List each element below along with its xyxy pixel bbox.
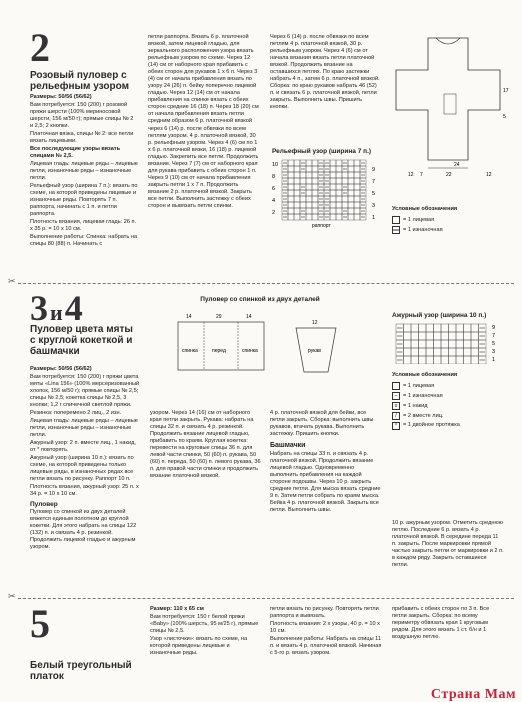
chart-cell — [354, 214, 360, 220]
booties-text: Набрать на спицы 33 п. и связать 4 р. платочной вязкой. Продолжить вязание лицевой гладью. Одновременно выполнить прибавления на каждой стороне подошвы. Через 10 р. закрыть средние петли. Для мыска вязать средние 9 п. Затем петли собрать по краям мыска. Бейка 4 р. платочной вязкой. Закрыть все петли. Выполнить швы. — [270, 451, 383, 513]
chart-cell — [348, 202, 354, 208]
row-label: 3 — [372, 203, 376, 209]
section-separator — [8, 276, 514, 286]
pullover-diagram-block — [150, 296, 370, 391]
chart-cell — [306, 184, 312, 190]
chart-cell — [288, 214, 294, 220]
chart-cell — [354, 190, 360, 196]
gauge: Плотность вязания: 2 х узоры, 40 р. = 10 х 10 см. — [270, 621, 382, 634]
chart-cell — [306, 190, 312, 196]
chart-cell — [294, 172, 300, 178]
legend-item — [392, 226, 512, 234]
legend-item — [392, 216, 512, 224]
chart-cell — [348, 166, 354, 172]
stockinette: Лицевая гладь: лицевые ряды – лицевые петли, изнаночные ряды – изнаночные петли. — [30, 161, 140, 181]
chart-cell — [336, 160, 342, 166]
section-34-title: Пуловер цвета мяты с круглой кокеткой и башмачки — [30, 324, 133, 357]
gauge: Плотность вязания, лицевая гладь: 26 п. х 35 р. = 10 х 10 см. — [30, 219, 138, 232]
chart-cell — [288, 184, 294, 190]
chart-cell — [464, 324, 472, 332]
chart-cell — [330, 202, 336, 208]
pullover-schematic — [388, 30, 513, 180]
scissors-icon: ✂ — [8, 591, 16, 601]
section-34-mid-column-1 — [150, 410, 262, 481]
assembly-text: прибавить с обеих сторон по 3 п. Все петли закрыть. Сборка: по всему периметру обвязать края 1 круговым рядом. Для этого вязать 1 ст. б/н и 1 воздушную петлю. — [392, 606, 491, 640]
chart-cell — [300, 202, 306, 208]
chart-cell — [342, 202, 348, 208]
chart-cell — [464, 340, 472, 348]
diagram-label: 12 — [312, 320, 318, 326]
row-label: 1 — [492, 357, 496, 363]
section-5-col-2 — [270, 606, 382, 658]
chart-cell — [300, 172, 306, 178]
chart-cell — [419, 340, 427, 348]
chart-cell — [419, 348, 427, 356]
pullover-diagram — [150, 306, 370, 388]
schematic-label: 12 — [408, 172, 414, 178]
row-label: 5 — [492, 341, 496, 347]
chart-cell — [294, 160, 300, 166]
chart-cell — [330, 214, 336, 220]
legend-label: = 1 изнаночная — [403, 226, 443, 233]
row-label: 2 — [272, 210, 276, 216]
legend-section-2 — [392, 206, 512, 234]
chart-cell — [354, 160, 360, 166]
row-label: 9 — [372, 167, 376, 173]
chart-cell — [306, 160, 312, 166]
row-label: 4 — [272, 198, 276, 204]
legend-label: = 1 изнаночная — [403, 392, 443, 399]
chart-cell — [464, 332, 472, 340]
chart-cell — [312, 160, 318, 166]
chart-cell — [426, 340, 434, 348]
chart-cell — [294, 214, 300, 220]
repeat-label: раппорт — [312, 223, 331, 228]
stockinette: Лицевая гладь: лицевые ряды – лицевые петли, изнаночные ряды – изнаночные петли. — [30, 418, 140, 438]
chart-cell — [449, 340, 457, 348]
chart-cell — [404, 356, 412, 364]
chart-cell — [411, 348, 419, 356]
sizes: Размеры: 50/56 (56/62) — [30, 366, 92, 372]
chart-cell — [330, 196, 336, 202]
chart-cell — [342, 172, 348, 178]
chart-cell — [348, 172, 354, 178]
work-start: Выполнение работы: Спинка: набрать на спицы 80 (88) п. Начинать с — [30, 234, 139, 247]
diagram-label: рукав — [308, 348, 321, 354]
lace-chart — [392, 322, 502, 364]
legend-label: = 1 двойное протяжка — [403, 422, 460, 428]
diagram-label: 14 — [246, 314, 252, 320]
chart-cell — [330, 160, 336, 166]
chart-cell — [336, 172, 342, 178]
chart-cell — [464, 348, 472, 356]
schematic-label: 12 — [486, 172, 492, 178]
instructions-text: Через 6 (14) р. после обвязки по всем петлям 4 р. платочной вязкой, 30 р. рельефным узором. Через 4 (6) см от начала вязания вязать петли платочной вязкой. Продолжить вязание на оставшихся петлях. По краю застежки набрать 4 п., затем 6 р. платочной вязкой. Сборка: по краю рукавов набрать 46 (52) п. и связать 6 р. платочной вязкой, петли закрыть. Выполнить швы. Пришить кнопки. — [270, 34, 382, 110]
chart-cell — [348, 214, 354, 220]
watermark-logo: Страна Мам — [430, 687, 516, 702]
lace-pattern: Ажурный узор (ширина 10 п.): вязать по схеме, на которой приведены только лицевые ряды, в изнаночных рядах все петли вязать по рисунку. Раппорт 10 п. — [30, 455, 136, 482]
chart-cell — [434, 332, 442, 340]
chart-cell — [411, 340, 419, 348]
chart-cell — [288, 208, 294, 214]
instructions-text: петли раппорта. Вязать 6 р. платочной вязкой, затем лицевой гладью, для зеркального расположения узора вязать рельефным узором по схеме. Через 12 (14) см от наборного края прибавить с обеих сторон для рукавов 1 х 6 п. Через 3 (4) см от начала прибавления вязать по узору 24 (26) п. бейку поперечно лицевой гладью. Через 12 (14) см от начала прибавления на спинке вязать с обеих сторон средние 16 (18) п. Через 18 (20) см от начала прибавления вязать петли средним образом 6 р. платочной вязкой — [148, 34, 261, 124]
section-34-right-column — [392, 520, 504, 570]
chart-cell — [441, 348, 449, 356]
chart-cell — [419, 356, 427, 364]
chart-cell — [419, 332, 427, 340]
purl-symbol-icon — [392, 226, 400, 234]
chart-cell — [306, 166, 312, 172]
diagram-title: Пуловер со спинкой из двух деталей — [200, 296, 320, 303]
chart-cell — [306, 178, 312, 184]
chart-cell — [294, 196, 300, 202]
chart-cell — [312, 178, 318, 184]
chart-cell — [342, 178, 348, 184]
chart-cell — [348, 190, 354, 196]
row-label: 1 — [372, 215, 376, 221]
chart-cell — [411, 332, 419, 340]
section-separator — [8, 591, 514, 601]
schematic-label: 7 — [420, 172, 423, 178]
section-2-title: Розовый пуловер с рельефным узором — [30, 70, 129, 92]
chart-cell — [456, 340, 464, 348]
row-label: 7 — [372, 179, 376, 185]
chart-cell — [471, 348, 479, 356]
chart-title: Рельефный узор (ширина 7 п.) — [272, 148, 372, 155]
chart-cell — [348, 178, 354, 184]
chart-cell — [312, 190, 318, 196]
chart-cell — [312, 166, 318, 172]
chart-cell — [336, 214, 342, 220]
booties-heading: Башмачки — [270, 442, 306, 449]
chart-cell — [354, 184, 360, 190]
chart-cell — [354, 172, 360, 178]
chart-cell — [464, 356, 472, 364]
chart-cell — [441, 324, 449, 332]
chart-cell — [342, 196, 348, 202]
chart-cell — [294, 166, 300, 172]
chart-cell — [294, 178, 300, 184]
chart-cell — [348, 184, 354, 190]
chart-cell — [456, 332, 464, 340]
purl-symbol-icon: – — [392, 392, 400, 400]
chart-cell — [288, 196, 294, 202]
diagram-label: перед — [212, 348, 226, 354]
schematic-label: 22 — [446, 172, 452, 178]
chart-cell — [336, 166, 342, 172]
chart-cell — [419, 324, 427, 332]
legend-title: Условные обозначения — [392, 206, 458, 212]
knit-symbol-icon — [392, 382, 400, 390]
chart-cell — [306, 214, 312, 220]
chart-cell — [434, 340, 442, 348]
legend-label: = 1 накид — [403, 402, 428, 409]
lace: Ажурный узор: 2 п. вместе лиц., 1 накид, от * повторять. — [30, 440, 138, 453]
chart-cell — [312, 202, 318, 208]
chart-cell — [294, 208, 300, 214]
chart-cell — [471, 340, 479, 348]
instructions-text: узором. Через 14 (16) см от наборного края петли закрыть. Рукава: набрать на спицы 32 п. и связать 4 р. резинкой. Продолжить вязание лицевой гладью, прибавить по краям. Круглая кокетка: перевести на круговые спицы 36 п. для левой части спинки, 50 (60) п. рукава, 50 (60) п. переда, 50 (60) п. левого рукава, 36 п. для правой части спинки и продолжить вязание платочной вязкой. — [150, 410, 263, 479]
chart-cell — [456, 356, 464, 364]
chart-cell — [288, 202, 294, 208]
legend-item — [392, 382, 514, 390]
chart-cell — [354, 202, 360, 208]
section-2-mid-column-2 — [270, 34, 382, 112]
legend-label: = 1 лицевая — [403, 216, 435, 223]
instructions-text: 10 р. ажурным узором. Отметить среднюю петлю. Последние 6 р. вязать 4 р. платочной вязкой. В середине переда 11 п. закрыть. После маркировки прямой частью закрыть петли от маркировки и 2 п. в каждом ряду. Закрыть оставшиеся петли. — [392, 520, 506, 568]
chart-cell — [348, 208, 354, 214]
chart-cell — [294, 184, 300, 190]
section-34-left-column — [30, 366, 142, 552]
legend-title: Условные обозначения — [392, 372, 458, 378]
chart-cell — [404, 340, 412, 348]
chart-cell — [288, 172, 294, 178]
chart-cell — [456, 348, 464, 356]
chart-cell — [426, 332, 434, 340]
materials: Вам потребуется: 150 г белой пряжи «Baby» (100% шерсть, 95 м/25 г), прямые спицы № 2,5. — [150, 614, 260, 634]
chart-cell — [426, 356, 434, 364]
chart-cell — [434, 356, 442, 364]
legend-label: = 1 лицевая — [403, 382, 435, 389]
chart-cell — [306, 202, 312, 208]
knit-symbol-icon — [392, 216, 400, 224]
chart-cell — [312, 172, 318, 178]
chart-cell — [288, 160, 294, 166]
chart-cell — [449, 348, 457, 356]
chart-cell — [426, 324, 434, 332]
row-label: 10 — [272, 162, 279, 168]
chart-cell — [441, 356, 449, 364]
chart-cell — [404, 332, 412, 340]
chart-cell — [456, 324, 464, 332]
chart-cell — [426, 348, 434, 356]
instructions-text: через 6 (14) р. после обвязки по всем петлям узором. 4 р. платочной вязкой, 30 р. рельефным узором. Через 4 (6) см по 1 х 6 р. платочной вязки, 16 (18) р. лицевой гладью. Закрепить все петли. Продолжить вязание. Через 7 (7) см от наборного края для рукава прибавить с обеих сторон 1 п. Через 9 (10) см от начала прибавления закрыть петли 1 х 7 п. Продолжить вязание 2 р. платочной вязкой. Закрыть все петли. Выполнить застежку с обеих сторон и вывязать петли спинки. — [148, 126, 260, 209]
legend-item — [392, 402, 514, 410]
chart-cell — [312, 196, 318, 202]
sizes: Размеры: 50/56 (56/62) — [30, 94, 92, 100]
rib: Резинка: поперемено 2 лиц., 2 изн. — [30, 410, 122, 416]
section-2-left-column — [30, 94, 138, 249]
row-label: 3 — [492, 349, 496, 355]
k2tog-icon: / — [392, 412, 400, 420]
chart-cell — [449, 324, 457, 332]
schematic-label: 17 — [503, 88, 509, 94]
chart-cell — [330, 190, 336, 196]
chart-cell — [354, 208, 360, 214]
chart-cell — [336, 178, 342, 184]
chart-cell — [348, 160, 354, 166]
section-2-number: 2 — [30, 25, 50, 70]
chart-cell — [354, 178, 360, 184]
section-2-mid-column-1 — [148, 34, 260, 211]
chart-cell — [288, 190, 294, 196]
chart-cell — [404, 324, 412, 332]
diagram-label: спинка — [182, 348, 198, 354]
chart-cell — [294, 202, 300, 208]
chart-cell — [300, 178, 306, 184]
row-label: 8 — [272, 174, 276, 180]
chart-cell — [471, 356, 479, 364]
diagram-label: 29 — [216, 314, 222, 320]
chart-cell — [404, 348, 412, 356]
chart-cell — [330, 184, 336, 190]
chart-cell — [306, 172, 312, 178]
chart-cell — [300, 196, 306, 202]
number-3: 3 — [30, 288, 48, 328]
chart-cell — [434, 324, 442, 332]
chart-cell — [336, 208, 342, 214]
legend-item — [392, 422, 514, 430]
chart-cell — [434, 348, 442, 356]
chart-cell — [330, 166, 336, 172]
pattern-text: петли вязать по рисунку. Повторять петли раппорта и вывязать. — [270, 606, 381, 619]
section-34-mid-column-2 — [270, 410, 382, 515]
chart-cell — [411, 356, 419, 364]
materials: Вам потребуется: 150 (200) г пряжи цвета мяты «Lina 156» (100% мерсеризованный хлопок, 156 м/50 г); прямые спицы № 2,5; спицы № 2,5; кокетка спицы № 2,5, 3 кнопки; 1,2 г спичечной светлой пряжи. — [30, 374, 141, 408]
chart-cell — [330, 208, 336, 214]
lace-chart-block — [392, 312, 512, 367]
needles-note: Все последующие узоры вязать спицами № 2,5. — [30, 146, 122, 159]
scissors-icon: ✂ — [8, 276, 16, 286]
chart-cell — [449, 332, 457, 340]
double-decrease-icon: ^ — [392, 422, 400, 430]
chart-cell — [471, 332, 479, 340]
legend-item — [392, 412, 514, 420]
chart-cell — [336, 184, 342, 190]
chart-cell — [306, 208, 312, 214]
pullover-text: Пуловер со спинкой из двух деталей вяжется единым полотном до круглой кокетки. Для этого набрать на спицы 122 (132) п. и связать 4 р. резинкой. Продолжить лицевой гладью и ажурным узором. — [30, 509, 138, 550]
chart-cell — [312, 208, 318, 214]
section-5-col-1 — [150, 606, 262, 658]
number-4: 4 — [64, 288, 83, 328]
chart-cell — [306, 196, 312, 202]
materials: Вам потребуется: 150 (200) г розовой пряжи шерсти (100% мериносовой шерсти, 156 м/50 г); прямые спицы № 2 и 2,5; 2 кнопки. — [30, 102, 135, 129]
chart-cell — [354, 166, 360, 172]
chart-cell — [354, 196, 360, 202]
chart-cell — [441, 332, 449, 340]
chart-cell — [294, 190, 300, 196]
chart-cell — [330, 172, 336, 178]
row-label: 6 — [272, 186, 276, 192]
size: Размер: 110 х 65 см — [150, 606, 204, 612]
legend-section-34 — [392, 372, 514, 430]
chart-cell — [336, 196, 342, 202]
schematic-label: 5 — [503, 114, 506, 120]
row-label: 9 — [492, 325, 496, 331]
section-5-number: 5 — [30, 601, 50, 646]
work-text: Выполнение работы: Набрать на спицы 11 п. и вязать 4 р. платочной вязкой. Начиная с 5-го р. вязать узором. — [270, 636, 383, 656]
instructions-text: 4 р. платочной вязкой для бейки, все петли закрыть. Сборка: выполнить швы рукавов, втачать рукава. Выполнить застежку. Пришить кнопки. — [270, 410, 375, 437]
diagram-label: 14 — [186, 314, 192, 320]
chart-cell — [471, 324, 479, 332]
chart-cell — [348, 196, 354, 202]
chart-cell — [336, 202, 342, 208]
gauge: Плотность вязания, ажурный узор: 25 п. х 34 р. = 10 х 10 см. — [30, 484, 141, 497]
chart-cell — [288, 166, 294, 172]
chart-cell — [312, 214, 318, 220]
diagram-label: спинка — [242, 348, 258, 354]
chart-cell — [330, 178, 336, 184]
number-and: и — [50, 300, 63, 325]
chart-cell — [336, 190, 342, 196]
section-5-col-3 — [392, 606, 504, 642]
row-label: 5 — [372, 191, 376, 197]
chart-cell — [288, 178, 294, 184]
row-label: 7 — [492, 333, 496, 339]
chart-title: Ажурный узор (ширина 10 п.) — [392, 312, 487, 319]
relief-pattern: Рельефный узор (ширина 7 п.): вязать по схеме, на которой приведены лицевые и изнаночные ряды. Повторять 7 п. раппорта, начинать с 1 п. и петли раппорта. — [30, 183, 140, 217]
schematic-label: 24 — [454, 162, 460, 168]
chart-cell — [441, 340, 449, 348]
pullover-heading: Пуловер — [30, 501, 58, 508]
legend-label: = 2 вместе лиц. — [403, 412, 444, 419]
relief-chart-block — [272, 148, 380, 231]
chart-cell — [449, 356, 457, 364]
relief-chart — [272, 158, 382, 228]
legend-item — [392, 392, 514, 400]
chart-cell — [411, 324, 419, 332]
chart-cell — [312, 184, 318, 190]
section-5-title: Белый треугольный платок — [30, 660, 132, 682]
garter-stitch: Платочная вязка, спицы № 2: все петли вязать лицевыми. — [30, 131, 135, 144]
leaf-pattern: Узор «листочки»: вязать по схеме, на которой приведены лицевые и изнаночные ряды. — [150, 636, 249, 656]
yarn-over-icon: o — [392, 402, 400, 410]
